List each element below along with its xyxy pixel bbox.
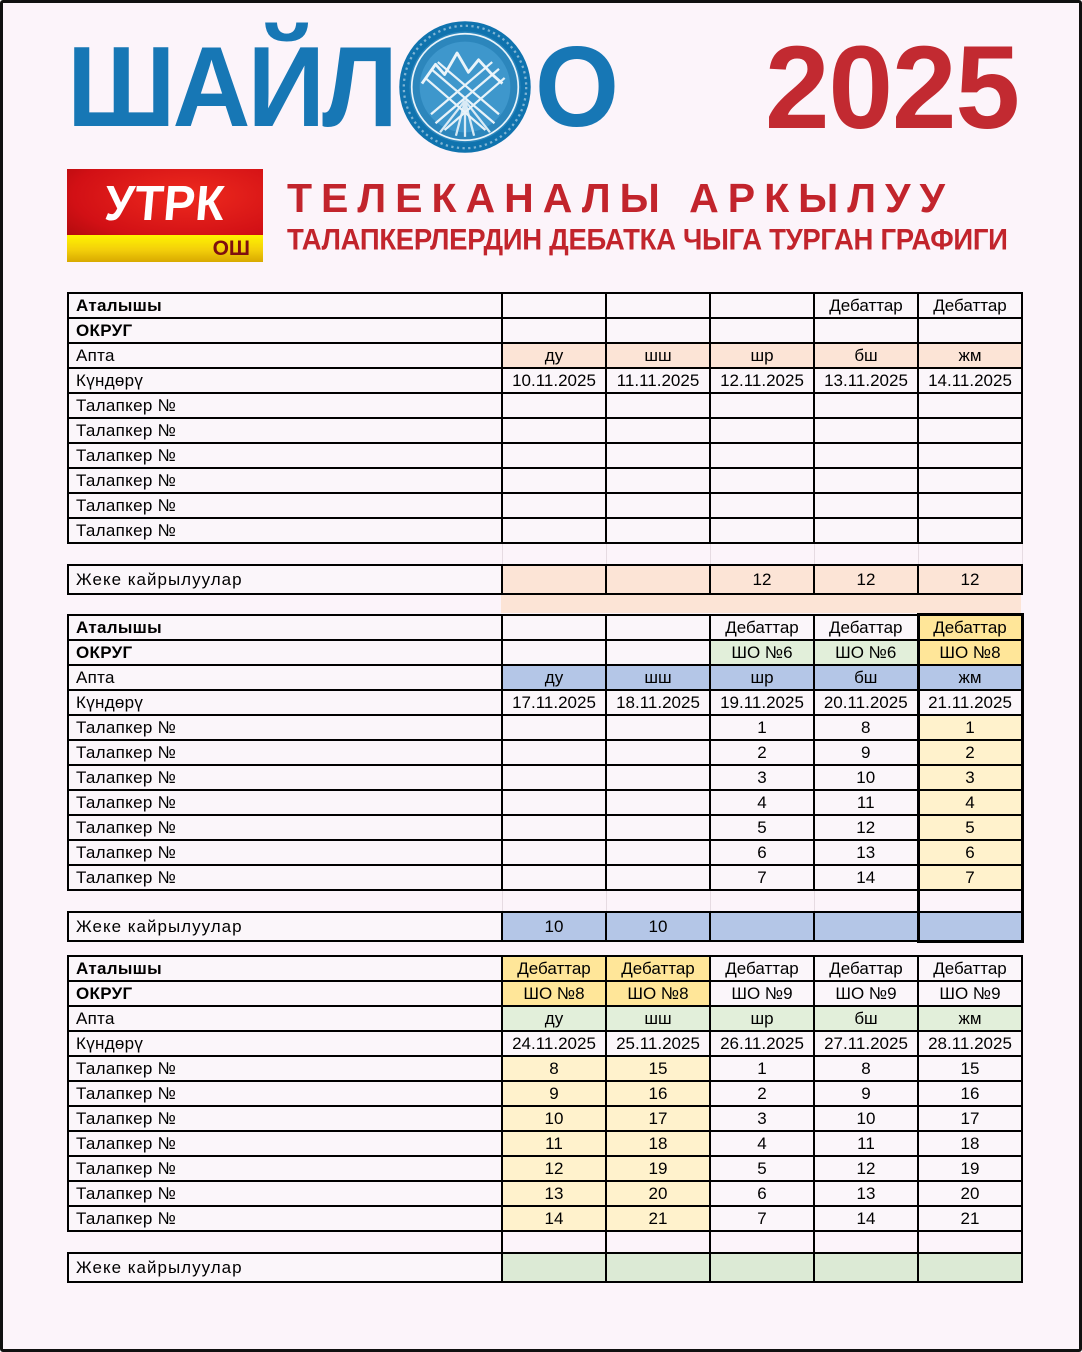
cell: ШО №8: [502, 981, 606, 1006]
row-apta: [68, 665, 1022, 690]
row-label-talapker: Талапкер №: [68, 1206, 502, 1231]
row-talapker: [68, 443, 1022, 468]
cell: жм: [918, 343, 1022, 368]
row-kundoru: [68, 1031, 1022, 1056]
cell: [710, 493, 814, 518]
row-jeke: [68, 912, 1022, 941]
row-kundoru: [68, 368, 1022, 393]
cell: [606, 740, 710, 765]
cell: [814, 543, 918, 565]
utrk-logo-city: ОШ: [212, 237, 250, 260]
cell: [710, 543, 814, 565]
brand-titles: [287, 169, 1019, 262]
row-kundoru: [68, 690, 1022, 715]
row-label-kundoru: Күндөрү: [68, 368, 502, 393]
cell: шш: [606, 343, 710, 368]
cell: [606, 318, 710, 343]
row-label-kundoru: Күндөрү: [68, 690, 502, 715]
cell: [502, 393, 606, 418]
cell: [502, 865, 606, 890]
title-text-right: О: [534, 22, 616, 151]
cell: 3: [710, 1106, 814, 1131]
cell: 11: [814, 790, 918, 815]
cell: [502, 518, 606, 543]
row-talapker: [68, 393, 1022, 418]
cell: 10.11.2025: [502, 368, 606, 393]
cell: [606, 890, 710, 912]
cell: 15: [606, 1056, 710, 1081]
cell: [918, 443, 1022, 468]
cell: 21: [918, 1206, 1022, 1231]
cell: 20: [918, 1181, 1022, 1206]
cell: 10: [814, 765, 918, 790]
cell: 5: [710, 815, 814, 840]
cell: [814, 418, 918, 443]
cell: 27.11.2025: [814, 1031, 918, 1056]
row-label-talapker: Талапкер №: [68, 865, 502, 890]
cell: ШО №9: [814, 981, 918, 1006]
schedule-table-week1-container: [67, 292, 1017, 613]
cell: Дебаттар: [814, 615, 918, 641]
utrk-logo: [67, 169, 263, 262]
row-talapker: [68, 715, 1022, 740]
cell: [710, 393, 814, 418]
cell: Дебаттар: [814, 956, 918, 981]
cell: [918, 468, 1022, 493]
cell: Дебаттар: [814, 293, 918, 318]
cell: [918, 518, 1022, 543]
cell: [502, 640, 606, 665]
row-label-blank: [68, 890, 502, 912]
cell: ШО №8: [918, 640, 1022, 665]
cell: 12: [710, 565, 814, 594]
cell: [606, 565, 710, 594]
row-blank: [68, 890, 1022, 912]
row-talapker: [68, 493, 1022, 518]
cell: шр: [710, 1006, 814, 1031]
cell: 13: [502, 1181, 606, 1206]
cell: 10: [502, 1106, 606, 1131]
cell: Дебаттар: [710, 956, 814, 981]
row-okrug: [68, 981, 1022, 1006]
cell: жм: [918, 1006, 1022, 1031]
row-label-talapker: Талапкер №: [68, 840, 502, 865]
row-talapker: [68, 1206, 1022, 1231]
cell: Дебаттар: [918, 956, 1022, 981]
cec-emblem-icon: [397, 19, 533, 155]
cell: [918, 543, 1022, 565]
cell: 18.11.2025: [606, 690, 710, 715]
cell: 14: [814, 1206, 918, 1231]
row-jeke: [68, 1253, 1022, 1282]
cell: [502, 1253, 606, 1282]
cell: [606, 865, 710, 890]
cell: [606, 815, 710, 840]
cell: 6: [710, 840, 814, 865]
cell: 8: [814, 715, 918, 740]
cell: [606, 493, 710, 518]
row-label-talapker: Талапкер №: [68, 815, 502, 840]
cell: 19: [606, 1156, 710, 1181]
cell: [502, 443, 606, 468]
cell: [814, 890, 918, 912]
cell: Дебаттар: [710, 615, 814, 641]
row-atalyshy: [68, 956, 1022, 981]
cell: 13: [814, 1181, 918, 1206]
subtitle-line2: ТАЛАПКЕРЛЕРДИН ДЕБАТКА ЧЫГА ТУРГАН ГРАФИГИ: [287, 222, 1008, 256]
subtitle-line1: ТЕЛЕКАНАЛЫ АРКЫЛУУ: [287, 174, 955, 221]
row-talapker: [68, 815, 1022, 840]
cell: [814, 318, 918, 343]
row-label-atalyshy: Аталышы: [68, 956, 502, 981]
cell: [710, 468, 814, 493]
schedule-week-3: [67, 955, 1023, 1283]
row-label-talapker: Талапкер №: [68, 443, 502, 468]
cell: [502, 765, 606, 790]
row-blank: [68, 543, 1022, 565]
cell: [606, 790, 710, 815]
cell: [502, 543, 606, 565]
row-label-blank: [68, 1231, 502, 1253]
cell: 24.11.2025: [502, 1031, 606, 1056]
cell: [918, 912, 1022, 941]
cell: Дебаттар: [918, 293, 1022, 318]
cell: 2: [710, 1081, 814, 1106]
row-label-talapker: Талапкер №: [68, 1056, 502, 1081]
row-talapker: [68, 418, 1022, 443]
cell: [814, 443, 918, 468]
cell: 14.11.2025: [918, 368, 1022, 393]
cell: шр: [710, 665, 814, 690]
row-label-okrug: ОКРУГ: [68, 640, 502, 665]
cell: 10: [606, 912, 710, 941]
cell: бш: [814, 665, 918, 690]
cell: [710, 518, 814, 543]
cell: [814, 493, 918, 518]
row-label-talapker: Талапкер №: [68, 740, 502, 765]
cell: 25.11.2025: [606, 1031, 710, 1056]
row-label-talapker: Талапкер №: [68, 1181, 502, 1206]
cell: 20: [606, 1181, 710, 1206]
cell: 12: [814, 1156, 918, 1181]
row-label-talapker: Талапкер №: [68, 418, 502, 443]
row-talapker: [68, 865, 1022, 890]
cell: [710, 890, 814, 912]
row-label-talapker: Талапкер №: [68, 1081, 502, 1106]
row-talapker: [68, 1056, 1022, 1081]
cell: 14: [502, 1206, 606, 1231]
row-label-apta: Апта: [68, 1006, 502, 1031]
cell: [710, 293, 814, 318]
row-talapker: [68, 518, 1022, 543]
brand-row: [67, 169, 1019, 262]
row-talapker: [68, 765, 1022, 790]
cell: [502, 493, 606, 518]
cell: 15: [918, 1056, 1022, 1081]
cell: 18: [918, 1131, 1022, 1156]
cell: 9: [814, 1081, 918, 1106]
row-talapker: [68, 1181, 1022, 1206]
cell: 19: [918, 1156, 1022, 1181]
cell: [606, 715, 710, 740]
row-atalyshy: [68, 615, 1022, 641]
cell: ду: [502, 1006, 606, 1031]
schedule-week-1: [67, 292, 1023, 595]
cell: [710, 1253, 814, 1282]
cell: Дебаттар: [918, 615, 1022, 641]
utrk-logo-text: УТРК: [102, 174, 228, 230]
row-label-talapker: Талапкер №: [68, 393, 502, 418]
cell: 2: [710, 740, 814, 765]
row-label-talapker: Талапкер №: [68, 518, 502, 543]
cell: 2: [918, 740, 1022, 765]
row-label-talapker: Талапкер №: [68, 715, 502, 740]
cell: [710, 418, 814, 443]
row-label-talapker: Талапкер №: [68, 765, 502, 790]
cell: шр: [710, 343, 814, 368]
utrk-logo-main: [67, 169, 263, 235]
row-label-talapker: Талапкер №: [68, 493, 502, 518]
row-label-talapker: Талапкер №: [68, 790, 502, 815]
cell: [710, 318, 814, 343]
row-talapker: [68, 1106, 1022, 1131]
row-jeke: [68, 565, 1022, 594]
cell: 12: [814, 565, 918, 594]
cell: [918, 318, 1022, 343]
cell: 7: [918, 865, 1022, 890]
cell: [918, 1253, 1022, 1282]
cell: [606, 393, 710, 418]
row-talapker: [68, 840, 1022, 865]
cell: [502, 815, 606, 840]
cell: [606, 615, 710, 641]
cell: 4: [918, 790, 1022, 815]
cell: жм: [918, 665, 1022, 690]
cell: [502, 293, 606, 318]
cell: [502, 715, 606, 740]
cell: [502, 890, 606, 912]
cell: 13: [814, 840, 918, 865]
cell: [502, 790, 606, 815]
cell: ШО №9: [710, 981, 814, 1006]
title-year: 2025: [764, 20, 1019, 154]
row-label-okrug: ОКРУГ: [68, 981, 502, 1006]
row-okrug: [68, 640, 1022, 665]
cell: 6: [918, 840, 1022, 865]
cell: [606, 468, 710, 493]
row-label-jeke: Жеке кайрылуулар: [68, 912, 502, 941]
cell: 4: [710, 1131, 814, 1156]
row-talapker: [68, 468, 1022, 493]
row-talapker: [68, 1131, 1022, 1156]
cell: 10: [502, 912, 606, 941]
row-label-talapker: Талапкер №: [68, 1156, 502, 1181]
schedule-week-2: [67, 613, 1024, 943]
row-label-atalyshy: Аталышы: [68, 293, 502, 318]
cell: 12: [814, 815, 918, 840]
row-talapker: [68, 1081, 1022, 1106]
cell: ШО №9: [918, 981, 1022, 1006]
cell: [606, 443, 710, 468]
schedule-tables: [67, 292, 1017, 1283]
row-label-atalyshy: Аталышы: [68, 615, 502, 641]
cell: 21.11.2025: [918, 690, 1022, 715]
cell: 3: [918, 765, 1022, 790]
cell: [502, 840, 606, 865]
row-apta: [68, 1006, 1022, 1031]
cell: 9: [502, 1081, 606, 1106]
cell: [918, 393, 1022, 418]
cell: [606, 1253, 710, 1282]
cell: 12: [502, 1156, 606, 1181]
cell: [710, 443, 814, 468]
row-talapker: [68, 790, 1022, 815]
cell: [814, 912, 918, 941]
cell: [606, 293, 710, 318]
cell: 21: [606, 1206, 710, 1231]
cell: бш: [814, 1006, 918, 1031]
cell: 8: [814, 1056, 918, 1081]
row-label-talapker: Талапкер №: [68, 1131, 502, 1156]
cell: [502, 468, 606, 493]
cell: [918, 1231, 1022, 1253]
cell: [710, 1231, 814, 1253]
cell: [814, 1231, 918, 1253]
cell: 17: [606, 1106, 710, 1131]
row-label-okrug: ОКРУГ: [68, 318, 502, 343]
cell: [710, 912, 814, 941]
row-label-talapker: Талапкер №: [68, 468, 502, 493]
cell: [606, 765, 710, 790]
cell: 10: [814, 1106, 918, 1131]
cell: 28.11.2025: [918, 1031, 1022, 1056]
cell: [918, 890, 1022, 912]
row-atalyshy: [68, 293, 1022, 318]
cell: [918, 418, 1022, 443]
cell: ду: [502, 343, 606, 368]
utrk-logo-city-strip: [67, 235, 263, 262]
cell: [606, 543, 710, 565]
row-talapker: [68, 740, 1022, 765]
cell: [814, 393, 918, 418]
cell: Дебаттар: [606, 956, 710, 981]
cell: 16: [606, 1081, 710, 1106]
cell: 17.11.2025: [502, 690, 606, 715]
row-okrug: [68, 318, 1022, 343]
schedule-table-week3-container: [67, 955, 1017, 1283]
cell: 1: [710, 1056, 814, 1081]
cell: 6: [710, 1181, 814, 1206]
cell: 16: [918, 1081, 1022, 1106]
cell: Дебаттар: [502, 956, 606, 981]
cell: [606, 1231, 710, 1253]
cell: 3: [710, 765, 814, 790]
cell: [502, 740, 606, 765]
row-label-jeke: Жеке кайрылуулар: [68, 565, 502, 594]
cell: [502, 1231, 606, 1253]
cell: [814, 468, 918, 493]
cell: [502, 318, 606, 343]
cell: 7: [710, 865, 814, 890]
cell: [502, 418, 606, 443]
cell: 1: [918, 715, 1022, 740]
row-label-blank: [68, 543, 502, 565]
cell: 7: [710, 1206, 814, 1231]
cell: [814, 518, 918, 543]
title-text-left: ШАЙЛ: [67, 22, 395, 151]
cell: 12: [918, 565, 1022, 594]
cell: 13.11.2025: [814, 368, 918, 393]
cell: ду: [502, 665, 606, 690]
cell: [606, 640, 710, 665]
cell: 12.11.2025: [710, 368, 814, 393]
cell: 5: [710, 1156, 814, 1181]
cell: [502, 565, 606, 594]
peach-band: [67, 595, 1021, 613]
cell: шш: [606, 665, 710, 690]
cell: [918, 493, 1022, 518]
row-apta: [68, 343, 1022, 368]
cell: 11: [814, 1131, 918, 1156]
row-label-jeke: Жеке кайрылуулар: [68, 1253, 502, 1282]
row-label-kundoru: Күндөрү: [68, 1031, 502, 1056]
cell: 26.11.2025: [710, 1031, 814, 1056]
cell: [606, 840, 710, 865]
cell: [606, 518, 710, 543]
cell: 14: [814, 865, 918, 890]
main-title: [67, 19, 1019, 155]
cell: 8: [502, 1056, 606, 1081]
cell: 17: [918, 1106, 1022, 1131]
cell: 5: [918, 815, 1022, 840]
row-label-apta: Апта: [68, 343, 502, 368]
cell: [814, 1253, 918, 1282]
cell: 20.11.2025: [814, 690, 918, 715]
schedule-table-week2-container: [67, 613, 1017, 943]
cell: 18: [606, 1131, 710, 1156]
cell: 1: [710, 715, 814, 740]
row-blank: [68, 1231, 1022, 1253]
cell: ШО №8: [606, 981, 710, 1006]
cell: 11.11.2025: [606, 368, 710, 393]
cell: [606, 418, 710, 443]
cell: 9: [814, 740, 918, 765]
cell: 11: [502, 1131, 606, 1156]
cell: бш: [814, 343, 918, 368]
title-shailoo: [67, 19, 616, 155]
cell: ШО №6: [710, 640, 814, 665]
cell: ШО №6: [814, 640, 918, 665]
cell: [502, 615, 606, 641]
cell: шш: [606, 1006, 710, 1031]
cell: 4: [710, 790, 814, 815]
cell: 19.11.2025: [710, 690, 814, 715]
row-label-apta: Апта: [68, 665, 502, 690]
row-talapker: [68, 1156, 1022, 1181]
row-label-talapker: Талапкер №: [68, 1106, 502, 1131]
